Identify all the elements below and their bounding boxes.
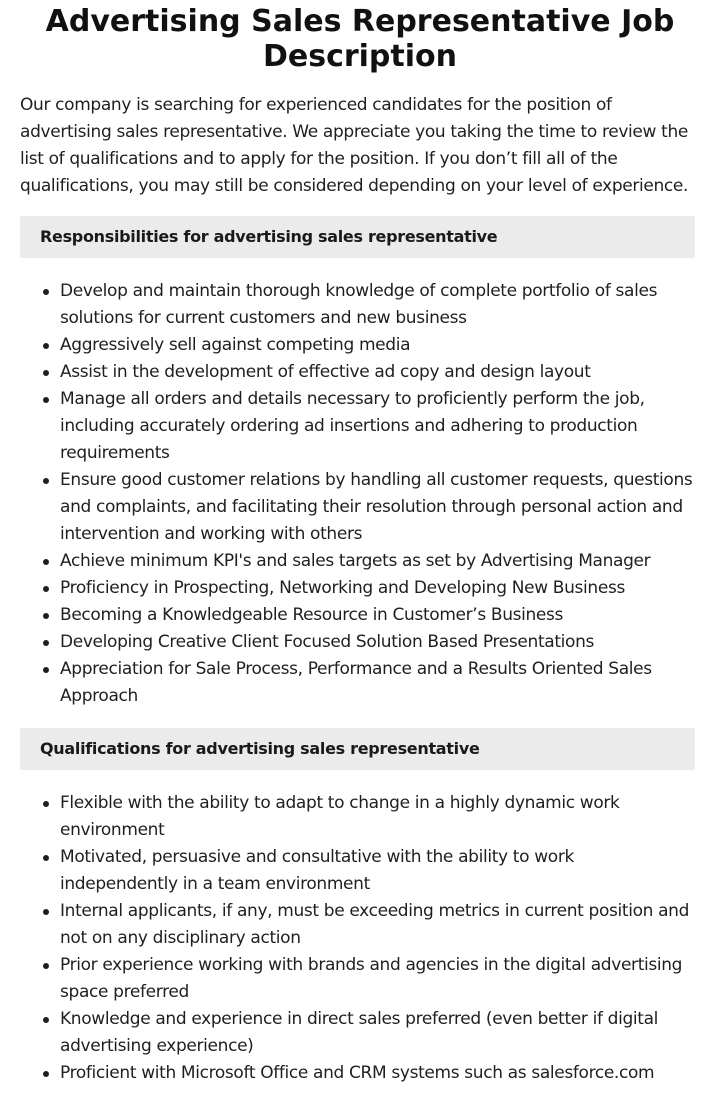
list-item xyxy=(60,629,696,656)
list-item xyxy=(60,952,696,1006)
list-item xyxy=(60,278,696,332)
list-item-text: Becoming a Knowledgeable Resource in Customer’s Business xyxy=(60,605,564,625)
responsibilities-heading: Responsibilities for advertising sales representative xyxy=(20,216,695,258)
list-item xyxy=(60,359,696,386)
list-item-text: Motivated, persuasive and consultative with the ability to work independently in a team environment xyxy=(60,847,574,894)
list-item-text: Knowledge and experience in direct sales preferred (even better if digital advertising experience) xyxy=(60,1009,659,1056)
list-item-text: Manage all orders and details necessary to proficiently perform the job, including accurately ordering ad insertions and adhering to production requirements xyxy=(60,389,645,463)
qualifications-list xyxy=(0,790,720,1087)
list-item-text: Proficient with Microsoft Office and CRM systems such as salesforce.com xyxy=(60,1063,655,1083)
list-item-text: Developing Creative Client Focused Solution Based Presentations xyxy=(60,632,594,652)
list-item-text: Internal applicants, if any, must be exceeding metrics in current position and not on any disciplinary action xyxy=(60,901,690,948)
bullet-icon xyxy=(43,667,49,673)
qualifications-heading: Qualifications for advertising sales representative xyxy=(20,728,695,770)
bullet-icon xyxy=(43,289,49,295)
bullet-icon xyxy=(43,909,49,915)
list-item-text: Aggressively sell against competing media xyxy=(60,335,411,355)
list-item-text: Ensure good customer relations by handling all customer requests, questions and complaints, and facilitating their resolution through personal action and intervention and working with others xyxy=(60,470,693,544)
list-item-text: Prior experience working with brands and agencies in the digital advertising space preferred xyxy=(60,955,683,1002)
bullet-icon xyxy=(43,586,49,592)
bullet-icon xyxy=(43,963,49,969)
list-item-text: Assist in the development of effective ad copy and design layout xyxy=(60,362,591,382)
list-item xyxy=(60,332,696,359)
list-item-text: Proficiency in Prospecting, Networking and Developing New Business xyxy=(60,578,625,598)
bullet-icon xyxy=(43,855,49,861)
list-item xyxy=(60,467,696,548)
bullet-icon xyxy=(43,613,49,619)
list-item xyxy=(60,844,696,898)
list-item xyxy=(60,790,696,844)
list-item-text: Achieve minimum KPI's and sales targets as set by Advertising Manager xyxy=(60,551,651,571)
list-item xyxy=(60,548,696,575)
responsibilities-list xyxy=(0,278,720,710)
bullet-icon xyxy=(43,640,49,646)
intro-paragraph: Our company is searching for experienced candidates for the position of advertising sales representative. We appreciate you taking the time to review the list of qualifications and to apply for the position. If you don’t fill all of the qualifications, you may still be considered depending on your level of experience. xyxy=(20,95,689,196)
bullet-icon xyxy=(43,1071,49,1077)
list-item xyxy=(60,1006,696,1060)
bullet-icon xyxy=(43,370,49,376)
list-item xyxy=(60,656,696,710)
bullet-icon xyxy=(43,397,49,403)
list-item xyxy=(60,575,696,602)
list-item xyxy=(60,386,696,467)
list-item-text: Develop and maintain thorough knowledge of complete portfolio of sales solutions for current customers and new business xyxy=(60,281,658,328)
list-item-text: Appreciation for Sale Process, Performance and a Results Oriented Sales Approach xyxy=(60,659,652,706)
bullet-icon xyxy=(43,801,49,807)
bullet-icon xyxy=(43,343,49,349)
list-item xyxy=(60,602,696,629)
bullet-icon xyxy=(43,478,49,484)
list-item-text: Flexible with the ability to adapt to change in a highly dynamic work environment xyxy=(60,793,620,840)
bullet-icon xyxy=(43,559,49,565)
list-item xyxy=(60,1060,696,1087)
list-item xyxy=(60,898,696,952)
bullet-icon xyxy=(43,1017,49,1023)
page-title: Advertising Sales Representative Job Description xyxy=(45,4,675,74)
